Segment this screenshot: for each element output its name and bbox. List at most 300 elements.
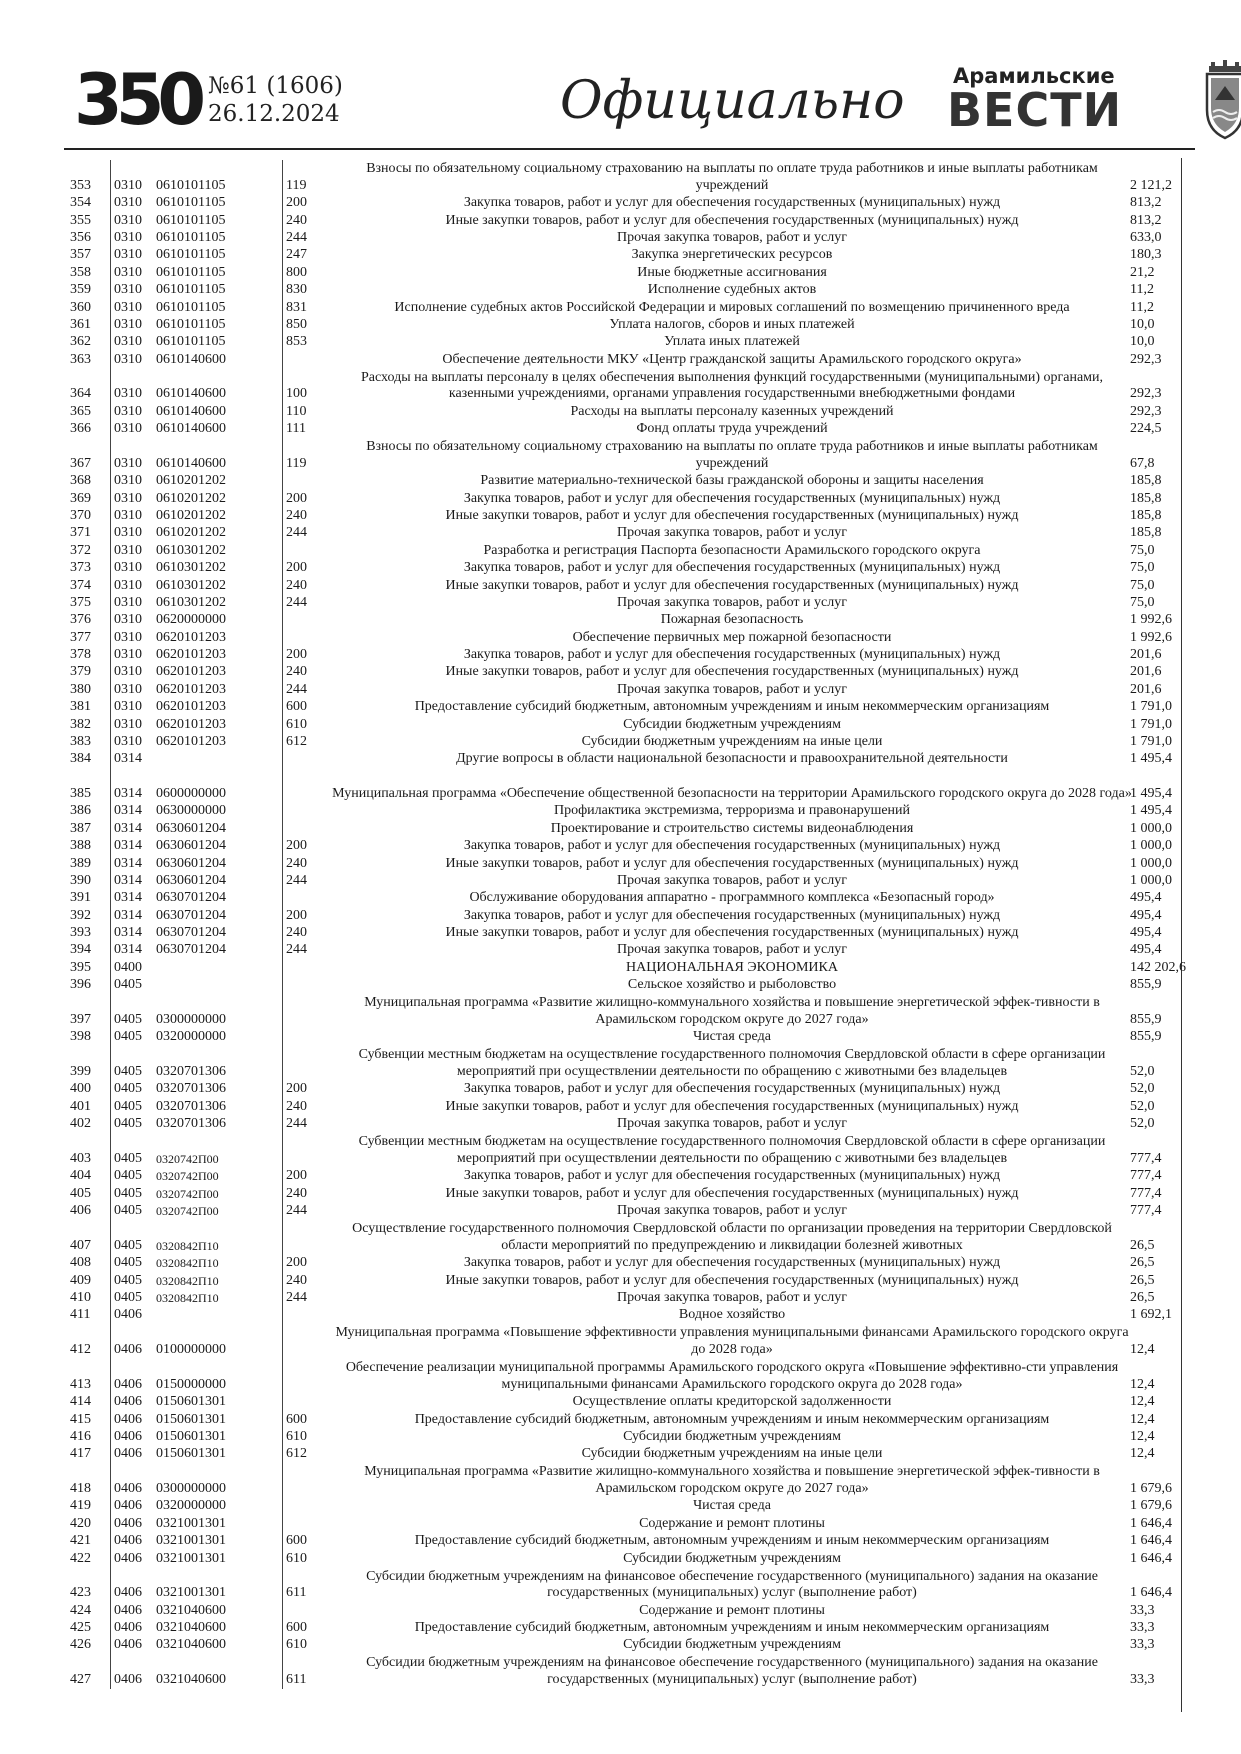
expense-type: 200 bbox=[282, 1168, 326, 1185]
row-number: 378 bbox=[70, 647, 91, 663]
expense-type bbox=[282, 1220, 326, 1255]
item-name bbox=[332, 1359, 1132, 1394]
table-row bbox=[70, 1533, 1170, 1550]
row-number: 412 bbox=[70, 1342, 91, 1358]
issue-number: №61 (1606) bbox=[208, 73, 343, 99]
expense-type: 600 bbox=[282, 1620, 326, 1637]
item-name bbox=[332, 560, 1132, 577]
item-name bbox=[332, 195, 1132, 212]
item-name-text: Муниципальная программа «Развитие жилищно-коммунального хозяйства и повышение энергетической эффек-тивности в Арамильском городском округе до 2027 года» bbox=[364, 1464, 1100, 1497]
row-number: 365 bbox=[70, 403, 91, 419]
table-row bbox=[70, 768, 1170, 803]
section-code: 0314 bbox=[110, 925, 156, 942]
item-name-text: Обеспечение первичных мер пожарной безопасности bbox=[572, 629, 892, 645]
table-row bbox=[70, 1116, 1170, 1133]
row-number: 369 bbox=[70, 490, 91, 506]
row-number: 379 bbox=[70, 664, 91, 680]
target-article: 0320842П10 bbox=[156, 1273, 219, 1288]
item-name bbox=[332, 1463, 1132, 1498]
logo-main-text: ВЕСТИ bbox=[947, 83, 1123, 137]
target-article: 0620101203 bbox=[156, 629, 226, 645]
item-name-text: Субсидии бюджетным учреждениям на финансовое обеспечение государственного (муниципального) задания на оказание государственных (муниципальных) услуг (выполнение работ) bbox=[366, 1568, 1098, 1601]
expense-type: 600 bbox=[282, 1533, 326, 1550]
section-code: 0310 bbox=[110, 594, 156, 611]
table-row bbox=[70, 1324, 1170, 1359]
section-code: 0314 bbox=[110, 907, 156, 924]
table-row bbox=[70, 230, 1170, 247]
item-name bbox=[332, 594, 1132, 611]
expense-type bbox=[282, 994, 326, 1029]
item-name-text: Субсидии бюджетным учреждениям bbox=[623, 1428, 841, 1444]
expense-type bbox=[282, 1133, 326, 1168]
item-name bbox=[332, 160, 1132, 195]
table-row bbox=[70, 664, 1170, 681]
item-name bbox=[332, 247, 1132, 264]
item-name-text: Субвенции местным бюджетам на осуществление государственного полномочия Свердловской области в сфере организации мероприятий при осуществлении деятельности по обращению с животными без владельцев bbox=[358, 1047, 1106, 1080]
amount: 813,2 bbox=[1130, 195, 1162, 211]
expense-type: 244 bbox=[282, 230, 326, 247]
amount: 11,2 bbox=[1130, 299, 1154, 315]
row-number: 403 bbox=[70, 1150, 91, 1166]
expense-type: 610 bbox=[282, 1428, 326, 1445]
item-name-text: Муниципальная программа «Развитие жилищно-коммунального хозяйства и повышение энергетической эффек-тивности в Арамильском городском округе до 2027 года» bbox=[364, 995, 1100, 1027]
row-number: 359 bbox=[70, 282, 91, 298]
item-name bbox=[332, 369, 1132, 404]
amount: 1 679,6 bbox=[1130, 1498, 1172, 1514]
target-article: 0600000000 bbox=[156, 786, 226, 802]
row-number: 424 bbox=[70, 1602, 91, 1618]
section-code: 0405 bbox=[110, 1185, 156, 1202]
item-name bbox=[332, 959, 1132, 976]
item-name bbox=[332, 977, 1132, 994]
row-number: 364 bbox=[70, 386, 91, 402]
item-name bbox=[332, 612, 1132, 629]
amount: 1 992,6 bbox=[1130, 612, 1172, 628]
amount: 201,6 bbox=[1130, 664, 1162, 680]
row-number: 370 bbox=[70, 508, 91, 524]
row-number: 380 bbox=[70, 681, 91, 697]
item-name bbox=[332, 1620, 1132, 1637]
amount: 855,9 bbox=[1130, 1029, 1162, 1045]
row-number: 367 bbox=[70, 455, 91, 471]
row-number: 425 bbox=[70, 1620, 91, 1636]
target-article: 0320701306 bbox=[156, 1116, 226, 1132]
section-code: 0310 bbox=[110, 316, 156, 333]
expense-type bbox=[282, 1515, 326, 1532]
item-name bbox=[332, 438, 1132, 473]
item-name bbox=[332, 1428, 1132, 1445]
row-number: 397 bbox=[70, 1011, 91, 1027]
expense-type bbox=[282, 612, 326, 629]
table-row bbox=[70, 629, 1170, 646]
target-article: 0630701204 bbox=[156, 890, 226, 906]
item-name bbox=[332, 994, 1132, 1029]
section-code: 0405 bbox=[110, 1116, 156, 1133]
row-number: 417 bbox=[70, 1446, 91, 1462]
section-code: 0310 bbox=[110, 681, 156, 698]
item-name bbox=[332, 282, 1132, 299]
section-code: 0310 bbox=[110, 351, 156, 368]
target-article: 0320742П00 bbox=[156, 1186, 219, 1201]
row-number: 372 bbox=[70, 542, 91, 558]
item-name-text: Иные закупки товаров, работ и услуг для обеспечения государственных (муниципальных) нужд bbox=[445, 664, 1019, 680]
row-number: 383 bbox=[70, 733, 91, 749]
item-name bbox=[332, 264, 1132, 281]
amount: 12,4 bbox=[1130, 1428, 1155, 1444]
expense-type: 244 bbox=[282, 681, 326, 698]
expense-type: 244 bbox=[282, 942, 326, 959]
amount: 142 202,6 bbox=[1130, 959, 1186, 975]
row-number: 353 bbox=[70, 177, 91, 193]
target-article: 0610101105 bbox=[156, 230, 226, 246]
target-article: 0610101105 bbox=[156, 264, 226, 280]
amount: 75,0 bbox=[1130, 594, 1155, 610]
section-code: 0405 bbox=[110, 1272, 156, 1289]
section-title: Официально bbox=[560, 71, 905, 131]
item-name bbox=[332, 508, 1132, 525]
section-code: 0310 bbox=[110, 664, 156, 681]
table-row bbox=[70, 542, 1170, 559]
target-article: 0620000000 bbox=[156, 612, 226, 628]
item-name-text: Прочая закупка товаров, работ и услуг bbox=[617, 942, 847, 958]
row-number: 373 bbox=[70, 560, 91, 576]
page-header bbox=[74, 59, 1194, 146]
issue-date: 26.12.2024 bbox=[208, 101, 340, 127]
item-name-text: Обеспечение деятельности МКУ «Центр гражданской защиты Арамильского городского округа» bbox=[442, 351, 1022, 367]
expense-type: 200 bbox=[282, 838, 326, 855]
section-code: 0310 bbox=[110, 699, 156, 716]
item-name bbox=[332, 1098, 1132, 1115]
row-number: 395 bbox=[70, 959, 91, 975]
amount: 185,8 bbox=[1130, 473, 1162, 489]
target-article: 0610101105 bbox=[156, 316, 226, 332]
amount: 185,8 bbox=[1130, 508, 1162, 524]
item-name bbox=[332, 1168, 1132, 1185]
item-name-text: Предоставление субсидий бюджетным, автономным учреждениям и иным некоммерческим организациям bbox=[414, 699, 1050, 715]
expense-type bbox=[282, 959, 326, 976]
section-code: 0405 bbox=[110, 1289, 156, 1306]
item-name bbox=[332, 1394, 1132, 1411]
item-name bbox=[332, 716, 1132, 733]
row-number: 392 bbox=[70, 907, 91, 923]
target-article: 0630701204 bbox=[156, 925, 226, 941]
target-article: 0610101105 bbox=[156, 334, 226, 350]
table-row bbox=[70, 195, 1170, 212]
item-name-text: Сельское хозяйство и рыболовство bbox=[627, 977, 837, 993]
table-row bbox=[70, 1307, 1170, 1324]
expense-type: 610 bbox=[282, 1637, 326, 1654]
section-code: 0314 bbox=[110, 751, 156, 768]
table-row bbox=[70, 925, 1170, 942]
item-name bbox=[332, 1289, 1132, 1306]
table-row bbox=[70, 1550, 1170, 1567]
amount: 1 679,6 bbox=[1130, 1481, 1172, 1497]
item-name bbox=[332, 681, 1132, 698]
table-row bbox=[70, 299, 1170, 316]
amount: 1 992,6 bbox=[1130, 629, 1172, 645]
expense-type: 100 bbox=[282, 369, 326, 404]
row-number: 419 bbox=[70, 1498, 91, 1514]
table-row bbox=[70, 1029, 1170, 1046]
row-number: 398 bbox=[70, 1029, 91, 1045]
section-code: 0310 bbox=[110, 403, 156, 420]
target-article: 0320742П00 bbox=[156, 1204, 219, 1219]
amount: 1 000,0 bbox=[1130, 855, 1172, 871]
amount: 1 495,4 bbox=[1130, 751, 1172, 767]
expense-type: 600 bbox=[282, 1411, 326, 1428]
table-row bbox=[70, 403, 1170, 420]
item-name-text: Прочая закупка товаров, работ и услуг bbox=[617, 230, 847, 246]
item-name bbox=[332, 855, 1132, 872]
row-number: 362 bbox=[70, 334, 91, 350]
item-name-text: Уплата налогов, сборов и иных платежей bbox=[609, 316, 855, 332]
amount: 75,0 bbox=[1130, 577, 1155, 593]
amount: 185,8 bbox=[1130, 490, 1162, 506]
table-row bbox=[70, 1185, 1170, 1202]
item-name bbox=[332, 351, 1132, 368]
row-number: 418 bbox=[70, 1481, 91, 1497]
expense-type: 200 bbox=[282, 1255, 326, 1272]
amount: 11,2 bbox=[1130, 282, 1154, 298]
row-number: 388 bbox=[70, 838, 91, 854]
table-row bbox=[70, 872, 1170, 889]
target-article: 0321001301 bbox=[156, 1533, 226, 1549]
target-article: 0610101105 bbox=[156, 299, 226, 315]
section-code: 0405 bbox=[110, 1203, 156, 1220]
table-row bbox=[70, 1081, 1170, 1098]
expense-type: 610 bbox=[282, 1550, 326, 1567]
amount: 1 791,0 bbox=[1130, 733, 1172, 749]
item-name bbox=[332, 629, 1132, 646]
row-number: 374 bbox=[70, 577, 91, 593]
target-article: 0610140600 bbox=[156, 351, 226, 367]
expense-type bbox=[282, 751, 326, 768]
target-article: 0630000000 bbox=[156, 803, 226, 819]
item-name-text: Исполнение судебных актов bbox=[647, 282, 817, 298]
section-code: 0406 bbox=[110, 1602, 156, 1619]
row-number: 376 bbox=[70, 612, 91, 628]
amount: 52,0 bbox=[1130, 1116, 1155, 1132]
expense-type bbox=[282, 1394, 326, 1411]
item-name bbox=[332, 577, 1132, 594]
row-number: 389 bbox=[70, 855, 91, 871]
row-number: 385 bbox=[70, 786, 91, 802]
amount: 495,4 bbox=[1130, 890, 1162, 906]
amount: 1 646,4 bbox=[1130, 1533, 1172, 1549]
item-name-text: Содержание и ремонт плотины bbox=[639, 1602, 825, 1618]
section-code: 0406 bbox=[110, 1620, 156, 1637]
section-code: 0310 bbox=[110, 438, 156, 473]
section-code: 0406 bbox=[110, 1428, 156, 1445]
expense-type bbox=[282, 629, 326, 646]
item-name bbox=[332, 490, 1132, 507]
table-row bbox=[70, 473, 1170, 490]
amount: 633,0 bbox=[1130, 230, 1162, 246]
amount: 185,8 bbox=[1130, 525, 1162, 541]
expense-type: 244 bbox=[282, 1203, 326, 1220]
amount: 10,0 bbox=[1130, 316, 1155, 332]
amount: 1 000,0 bbox=[1130, 872, 1172, 888]
item-name bbox=[332, 1081, 1132, 1098]
amount: 777,4 bbox=[1130, 1203, 1162, 1219]
item-name bbox=[332, 230, 1132, 247]
row-number: 394 bbox=[70, 942, 91, 958]
row-number: 390 bbox=[70, 872, 91, 888]
table-row bbox=[70, 316, 1170, 333]
item-name bbox=[332, 1637, 1132, 1654]
section-code: 0406 bbox=[110, 1515, 156, 1532]
section-code: 0406 bbox=[110, 1359, 156, 1394]
row-number: 421 bbox=[70, 1533, 91, 1549]
amount: 75,0 bbox=[1130, 560, 1155, 576]
amount: 292,3 bbox=[1130, 403, 1162, 419]
expense-type: 119 bbox=[282, 438, 326, 473]
section-code: 0405 bbox=[110, 1133, 156, 1168]
row-number: 414 bbox=[70, 1394, 91, 1410]
item-name-text: Фонд оплаты труда учреждений bbox=[636, 421, 828, 437]
table-row bbox=[70, 1133, 1170, 1168]
target-article: 0320742П00 bbox=[156, 1169, 219, 1184]
item-name-text: Прочая закупка товаров, работ и услуг bbox=[617, 872, 847, 888]
section-code: 0314 bbox=[110, 768, 156, 803]
section-code: 0406 bbox=[110, 1446, 156, 1463]
row-number: 381 bbox=[70, 699, 91, 715]
item-name bbox=[332, 421, 1132, 438]
target-article: 0321040600 bbox=[156, 1620, 226, 1636]
expense-type bbox=[282, 890, 326, 907]
section-code: 0310 bbox=[110, 716, 156, 733]
target-article: 0630701204 bbox=[156, 942, 226, 958]
amount: 12,4 bbox=[1130, 1394, 1155, 1410]
item-name-text: Расходы на выплаты персоналу казенных учреждений bbox=[570, 403, 894, 419]
section-code: 0310 bbox=[110, 490, 156, 507]
item-name-text: Субсидии бюджетным учреждениям bbox=[623, 1550, 841, 1566]
expense-type: 200 bbox=[282, 1081, 326, 1098]
table-row bbox=[70, 959, 1186, 976]
section-code: 0406 bbox=[110, 1307, 156, 1324]
expense-type: 850 bbox=[282, 316, 326, 333]
item-name bbox=[332, 1185, 1132, 1202]
row-number: 375 bbox=[70, 594, 91, 610]
item-name-text: Прочая закупка товаров, работ и услуг bbox=[617, 1203, 847, 1219]
item-name bbox=[332, 1602, 1132, 1619]
amount: 1 646,4 bbox=[1130, 1550, 1172, 1566]
expense-type: 111 bbox=[282, 421, 326, 438]
item-name bbox=[332, 1550, 1132, 1567]
row-number: 354 bbox=[70, 195, 91, 211]
expense-type: 244 bbox=[282, 525, 326, 542]
target-article: 0150601301 bbox=[156, 1428, 226, 1444]
section-code: 0314 bbox=[110, 890, 156, 907]
item-name bbox=[332, 1307, 1132, 1324]
item-name-text: Иные закупки товаров, работ и услуг для обеспечения государственных (муниципальных) нужд bbox=[445, 212, 1019, 228]
coat-of-arms-icon bbox=[1203, 60, 1241, 140]
table-row bbox=[70, 1654, 1170, 1689]
item-name-text: Субсидии бюджетным учреждениям bbox=[623, 1637, 841, 1653]
target-article: 0620101203 bbox=[156, 733, 226, 749]
section-code: 0406 bbox=[110, 1498, 156, 1515]
table-row bbox=[70, 490, 1170, 507]
target-article: 0610301202 bbox=[156, 577, 226, 593]
item-name-text: Закупка товаров, работ и услуг для обеспечения государственных (муниципальных) нужд bbox=[463, 838, 1001, 854]
table-row bbox=[70, 560, 1170, 577]
item-name-text: Взносы по обязательному социальному страхованию на выплаты по оплате труда работников и иные выплаты работникам учреждений bbox=[366, 439, 1098, 471]
table-row bbox=[70, 438, 1170, 473]
row-number: 405 bbox=[70, 1185, 91, 1201]
item-name-text: Развитие материально-технической базы гражданской обороны и защиты населения bbox=[480, 473, 984, 489]
item-name-text: Закупка товаров, работ и услуг для обеспечения государственных (муниципальных) нужд bbox=[463, 1168, 1001, 1184]
item-name bbox=[332, 890, 1132, 907]
item-name bbox=[332, 751, 1132, 768]
section-code: 0310 bbox=[110, 264, 156, 281]
amount: 1 646,4 bbox=[1130, 1515, 1172, 1531]
expense-type bbox=[282, 1359, 326, 1394]
table-row bbox=[70, 351, 1170, 368]
item-name-text: Иные закупки товаров, работ и услуг для обеспечения государственных (муниципальных) нужд bbox=[445, 1272, 1019, 1288]
table-row bbox=[70, 1411, 1170, 1428]
amount: 33,3 bbox=[1130, 1637, 1155, 1653]
item-name-text: Содержание и ремонт плотины bbox=[639, 1515, 825, 1531]
target-article: 0321040600 bbox=[156, 1602, 226, 1618]
item-name-text: Закупка товаров, работ и услуг для обеспечения государственных (муниципальных) нужд bbox=[463, 1081, 1001, 1097]
expense-type: 110 bbox=[282, 403, 326, 420]
amount: 201,6 bbox=[1130, 681, 1162, 697]
target-article: 0320000000 bbox=[156, 1498, 226, 1514]
table-row bbox=[70, 1394, 1170, 1411]
row-number: 423 bbox=[70, 1585, 91, 1601]
target-article: 0320842П10 bbox=[156, 1290, 219, 1305]
expense-type bbox=[282, 768, 326, 803]
target-article: 0630601204 bbox=[156, 820, 226, 836]
table-row bbox=[70, 1098, 1170, 1115]
amount: 1 000,0 bbox=[1130, 820, 1172, 836]
row-number: 416 bbox=[70, 1428, 91, 1444]
section-code: 0314 bbox=[110, 838, 156, 855]
section-code: 0314 bbox=[110, 803, 156, 820]
row-number: 399 bbox=[70, 1064, 91, 1080]
row-number: 407 bbox=[70, 1237, 91, 1253]
table-row bbox=[70, 160, 1170, 195]
section-code: 0406 bbox=[110, 1637, 156, 1654]
target-article: 0610140600 bbox=[156, 403, 226, 419]
item-name-text: Иные бюджетные ассигнования bbox=[637, 264, 827, 280]
item-name bbox=[332, 1046, 1132, 1081]
table-row bbox=[70, 681, 1170, 698]
amount: 26,5 bbox=[1130, 1237, 1155, 1253]
item-name-text: Субвенции местным бюджетам на осуществление государственного полномочия Свердловской области в сфере организации мероприятий при осуществлении деятельности по обращению с животными без владельцев bbox=[358, 1134, 1106, 1166]
item-name-text: Проектирование и строительство системы видеонаблюдения bbox=[550, 820, 914, 836]
target-article: 0320842П10 bbox=[156, 1256, 219, 1271]
section-code: 0406 bbox=[110, 1324, 156, 1359]
expense-type: 600 bbox=[282, 699, 326, 716]
target-article: 0150601301 bbox=[156, 1394, 226, 1410]
item-name-text: Чистая среда bbox=[693, 1498, 771, 1514]
amount: 855,9 bbox=[1130, 977, 1162, 993]
item-name-text: Иные закупки товаров, работ и услуг для обеспечения государственных (муниципальных) нужд bbox=[445, 855, 1019, 871]
section-code: 0406 bbox=[110, 1394, 156, 1411]
table-row bbox=[70, 1046, 1170, 1081]
section-code: 0310 bbox=[110, 473, 156, 490]
item-name bbox=[332, 647, 1132, 664]
target-article: 0610101105 bbox=[156, 212, 226, 228]
item-name-text: Субсидии бюджетным учреждениям на финансовое обеспечение государственного (муниципального) задания на оказание государственных (муниципальных) услуг (выполнение работ) bbox=[366, 1655, 1098, 1688]
expense-type: 853 bbox=[282, 334, 326, 351]
budget-table bbox=[70, 160, 1186, 1689]
item-name bbox=[332, 403, 1132, 420]
amount: 292,3 bbox=[1130, 351, 1162, 367]
item-name-text: Предоставление субсидий бюджетным, автономным учреждениям и иным некоммерческим организациям bbox=[414, 1533, 1050, 1549]
amount: 12,4 bbox=[1130, 1411, 1155, 1427]
